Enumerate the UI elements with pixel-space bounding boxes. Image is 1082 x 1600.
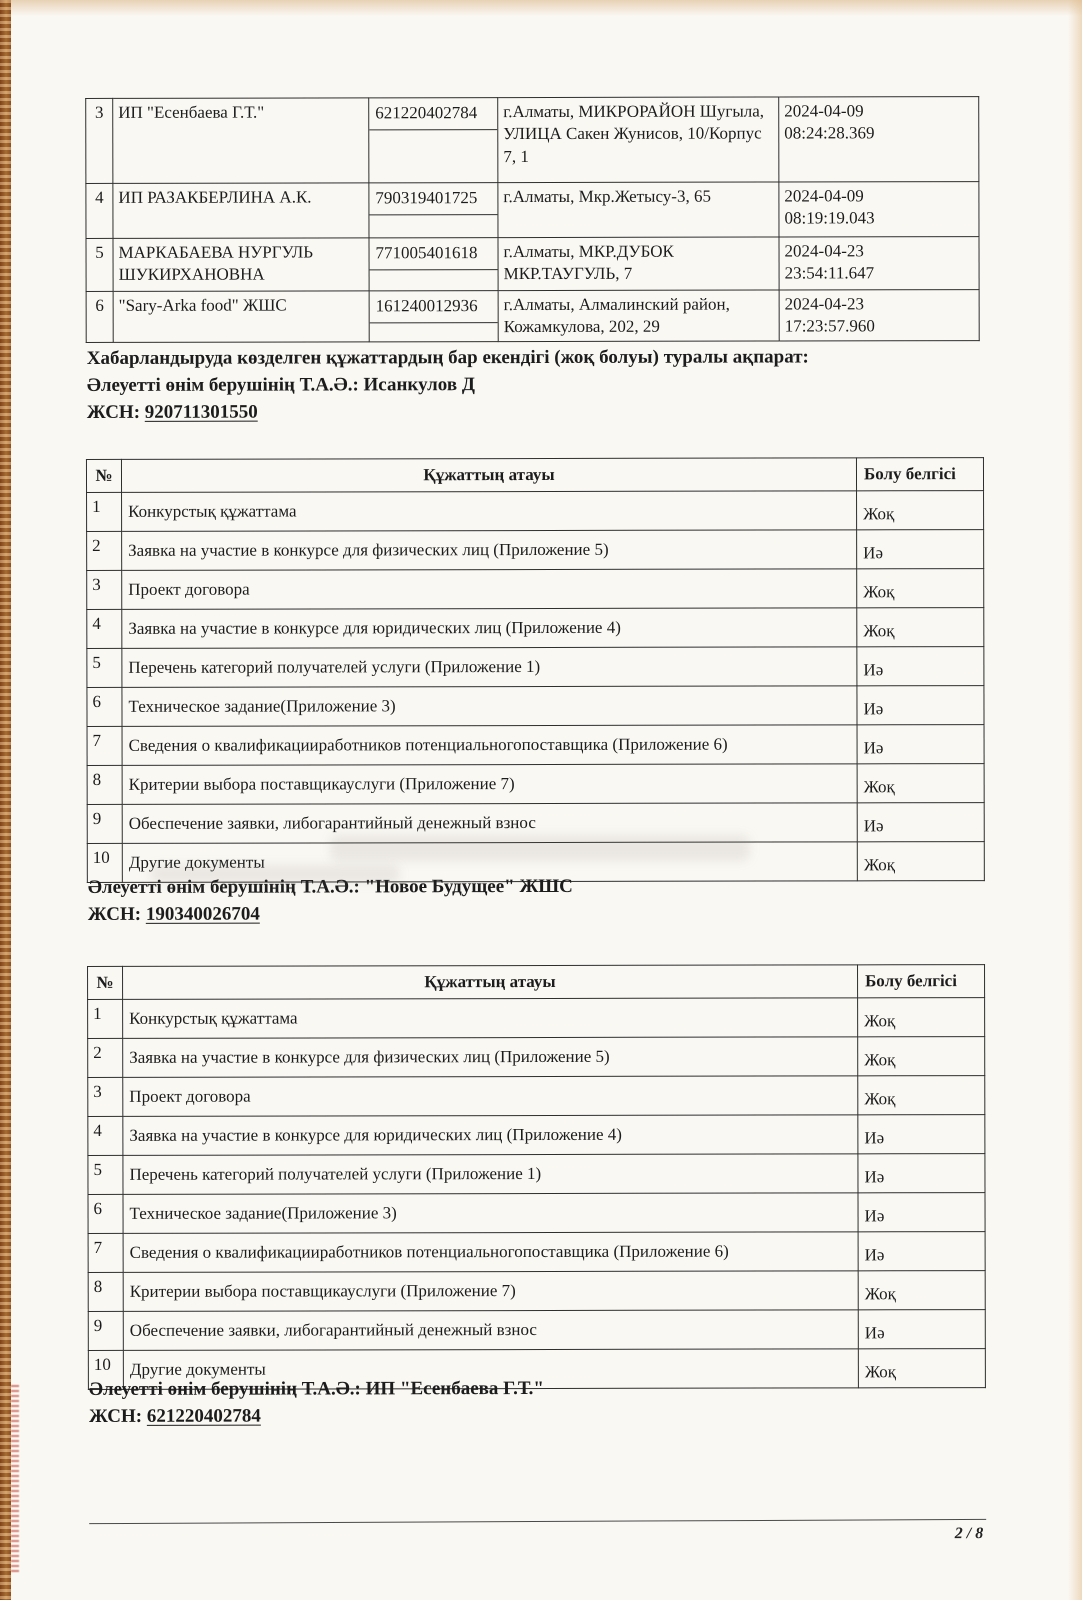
row-num: 8: [88, 1272, 123, 1311]
header-mark: Болу белгісі: [856, 458, 983, 491]
supplier-row-number: 4: [86, 183, 113, 238]
document-name: Конкурстық құжаттама: [122, 491, 857, 532]
table-row: [86, 97, 979, 184]
supplier-iin: 771005401618: [369, 238, 497, 271]
table-row: [87, 686, 984, 727]
scan-right-edge-shadow: [1068, 0, 1082, 1600]
scan-top-edge-shadow: [0, 0, 1082, 16]
header-num: №: [86, 459, 121, 492]
presence-mark: Жоқ: [857, 842, 984, 881]
supplier-name: ИП "Есенбаева Г.Т.": [113, 98, 369, 184]
supplier-line: Әлеуетті өнім берушінің Т.А.Ә.: "Новое Будущее" ЖШС: [87, 875, 573, 898]
presence-mark: Жоқ: [858, 1076, 985, 1115]
supplier-address: г.Алматы, Алмалинский район, Кожамкулова, 202, 29: [498, 290, 779, 341]
supplier-datetime: [779, 237, 979, 290]
document-checklist-table-2: [87, 964, 986, 1390]
supplier-line: Әлеуетті өнім берушінің Т.А.Ә.: ИП "Есенбаева Г.Т.": [88, 1377, 544, 1400]
row-num: 7: [87, 726, 122, 765]
table-row: [86, 237, 979, 292]
supplier-name: ИП РАЗАКБЕРЛИНА А.К.: [113, 183, 369, 239]
supplier-datetime: [779, 182, 979, 237]
table-row: [88, 998, 985, 1039]
supplier-iin: 161240012936: [370, 291, 498, 324]
scan-left-edge-stripe: [0, 0, 11, 1600]
table-header-row: [86, 458, 983, 493]
supplier-row-number: 6: [86, 291, 113, 342]
document-name: Заявка на участие в конкурсе для юридических лиц (Приложение 4): [122, 608, 857, 649]
supplier-date: 2024-04-09: [784, 186, 864, 206]
ink-bleed-smudge: [150, 865, 400, 883]
row-num: 1: [88, 999, 123, 1038]
zhsn-label: ЖСН:: [88, 1405, 143, 1427]
ink-bleed-smudge: [330, 835, 750, 861]
documents-info-heading-block: [87, 343, 987, 426]
header-mark: Болу белгісі: [858, 965, 985, 998]
zhsn-value: 190340026704: [145, 903, 260, 925]
supplier-date: 2024-04-09: [784, 101, 864, 121]
row-num: 3: [88, 1077, 123, 1116]
document-name: Проект договора: [122, 569, 857, 610]
supplier-date: 2024-04-23: [784, 241, 864, 261]
presence-mark: Иә: [858, 1193, 985, 1232]
document-name: Заявка на участие в конкурсе для физических лиц (Приложение 5): [122, 530, 857, 571]
row-num: 2: [88, 1038, 123, 1077]
supplier-time: 08:19:19.043: [784, 208, 875, 228]
zhsn-value: 621220402784: [146, 1405, 261, 1427]
row-num: 5: [87, 648, 122, 687]
presence-mark: Иә: [857, 686, 984, 725]
document-name: Обеспечение заявки, либогарантийный денежный взнос: [123, 1310, 858, 1351]
table-row: [87, 530, 984, 571]
header-num: №: [88, 966, 123, 999]
supplier-row-number: 3: [86, 98, 113, 183]
presence-mark: Иә: [857, 725, 984, 764]
row-num: 4: [88, 1116, 123, 1155]
supplier-time: 23:54:11.647: [784, 263, 875, 283]
table-row: [87, 491, 984, 532]
table-row: [88, 1154, 985, 1195]
document-name: Перечень категорий получателей услуги (Приложение 1): [123, 1154, 858, 1195]
scan-red-edge-marks: [11, 1385, 19, 1575]
presence-mark: Жоқ: [858, 998, 985, 1037]
table-row: [88, 1310, 985, 1351]
table-row: [88, 1271, 985, 1312]
zhsn-line: [87, 397, 987, 426]
presence-mark: Иә: [858, 1115, 985, 1154]
document-name: Сведения о квалификацииработников потенциальногопоставщика (Приложение 6): [122, 725, 857, 766]
document-name: Заявка на участие в конкурсе для физических лиц (Приложение 5): [123, 1037, 858, 1078]
supplier-address: г.Алматы, Мкр.Жетысу-3, 65: [498, 182, 779, 238]
supplier-address: г.Алматы, МКР.ДУБОК МКР.ТАУГУЛЬ, 7: [498, 237, 779, 291]
zhsn-line: [88, 899, 988, 928]
table-row: [87, 569, 984, 610]
supplier-iin-cell: [369, 98, 498, 183]
document-name: Обеспечение заявки, либогарантийный денежный взнос: [122, 803, 857, 844]
presence-mark: Жоқ: [857, 569, 984, 608]
row-num: 10: [87, 843, 122, 882]
table-row: [86, 290, 979, 343]
supplier-datetime: [779, 290, 979, 341]
document-name: Техническое задание(Приложение 3): [123, 1193, 858, 1234]
document-name: Сведения о квалификацииработников потенциальногопоставщика (Приложение 6): [123, 1232, 858, 1273]
presence-mark: Иә: [858, 1154, 985, 1193]
document-name: Другие документы: [122, 842, 857, 883]
table-row: [87, 725, 984, 766]
row-num: 6: [88, 1194, 123, 1233]
row-num: 1: [87, 492, 122, 531]
table-row: [88, 1232, 985, 1273]
header-document-name: Құжаттың атауы: [121, 458, 856, 493]
row-num: 6: [87, 687, 122, 726]
supplier-iin: 790319401725: [369, 183, 497, 216]
supplier-datetime: [779, 97, 979, 182]
presence-mark: Иә: [858, 1232, 985, 1271]
document-name: Конкурстық құжаттама: [123, 998, 858, 1039]
zhsn-label: ЖСН:: [87, 903, 142, 925]
row-num: 2: [87, 531, 122, 570]
zhsn-label: ЖСН:: [86, 401, 141, 423]
supplier-address: г.Алматы, МИКРОРАЙОН Шугыла, УЛИЦА Сакен Жунисов, 10/Корпус 7, 1: [498, 97, 779, 183]
row-num: 9: [87, 804, 122, 843]
presence-mark: Иә: [857, 803, 984, 842]
page-number: 2 / 8: [954, 1525, 984, 1543]
supplier-line: Әлеуетті өнім берушінің Т.А.Ә.: Исанкулов Д: [86, 374, 475, 396]
table-row: [88, 1076, 985, 1117]
supplier-time: 17:23:57.960: [784, 316, 875, 336]
table-row: [87, 647, 984, 688]
row-num: 10: [88, 1350, 123, 1389]
table-row: [87, 608, 984, 649]
document-name: Критерии выбора поставщикауслуги (Приложение 7): [123, 1271, 858, 1312]
supplier-date: 2024-04-23: [784, 294, 864, 314]
document-name: Техническое задание(Приложение 3): [122, 686, 857, 727]
supplier-iin: 621220402784: [369, 98, 497, 131]
presence-mark: Иә: [857, 647, 984, 686]
supplier-iin-cell: [369, 291, 498, 342]
presence-mark: Иә: [858, 1310, 985, 1349]
table-row: [86, 182, 979, 239]
presence-mark: Жоқ: [857, 491, 984, 530]
supplier-iin-cell: [369, 183, 498, 238]
header-document-name: Құжаттың атауы: [123, 965, 858, 1000]
presence-mark: Жоқ: [858, 1271, 985, 1310]
zhsn-value: 920711301550: [144, 401, 258, 423]
table-row: [88, 1037, 985, 1078]
row-num: 4: [87, 609, 122, 648]
document-name: Другие документы: [123, 1349, 858, 1390]
table-row: [88, 1115, 985, 1156]
supplier-iin-cell: [369, 238, 498, 291]
row-num: 5: [88, 1155, 123, 1194]
presence-mark: Жоқ: [858, 1349, 985, 1388]
presence-mark: Жоқ: [857, 764, 984, 803]
document-name: Проект договора: [123, 1076, 858, 1117]
supplier-name: "Sary-Arka food" ЖШС: [113, 291, 369, 342]
row-num: 7: [88, 1233, 123, 1272]
supplier-time: 08:24:28.369: [784, 123, 875, 143]
row-num: 8: [87, 765, 122, 804]
presence-mark: Жоқ: [857, 608, 984, 647]
presence-mark: Иә: [857, 530, 984, 569]
info-heading: Хабарландыруда көзделген құжаттардың бар екендігі (жоқ болуы) туралы ақпарат:: [86, 346, 809, 369]
supplier-name: МАРКАБАЕВА НУРГУЛЬ ШУКИРХАНОВНА: [113, 238, 369, 292]
table-row: [87, 764, 984, 805]
zhsn-line: [89, 1401, 989, 1430]
document-name: Перечень категорий получателей услуги (Приложение 1): [122, 647, 857, 688]
document-name: Заявка на участие в конкурсе для юридических лиц (Приложение 4): [123, 1115, 858, 1156]
table-row: [88, 1193, 985, 1234]
suppliers-table: [85, 96, 980, 343]
footer-divider: [89, 1519, 986, 1524]
presence-mark: Жоқ: [858, 1037, 985, 1076]
document-checklist-table-1: [86, 457, 985, 883]
row-num: 3: [87, 570, 122, 609]
supplier-row-number: 5: [86, 238, 113, 291]
document-name: Критерии выбора поставщикауслуги (Приложение 7): [122, 764, 857, 805]
row-num: 9: [88, 1311, 123, 1350]
supplier-heading-block-3: [89, 1374, 989, 1430]
table-header-row: [88, 965, 985, 1000]
